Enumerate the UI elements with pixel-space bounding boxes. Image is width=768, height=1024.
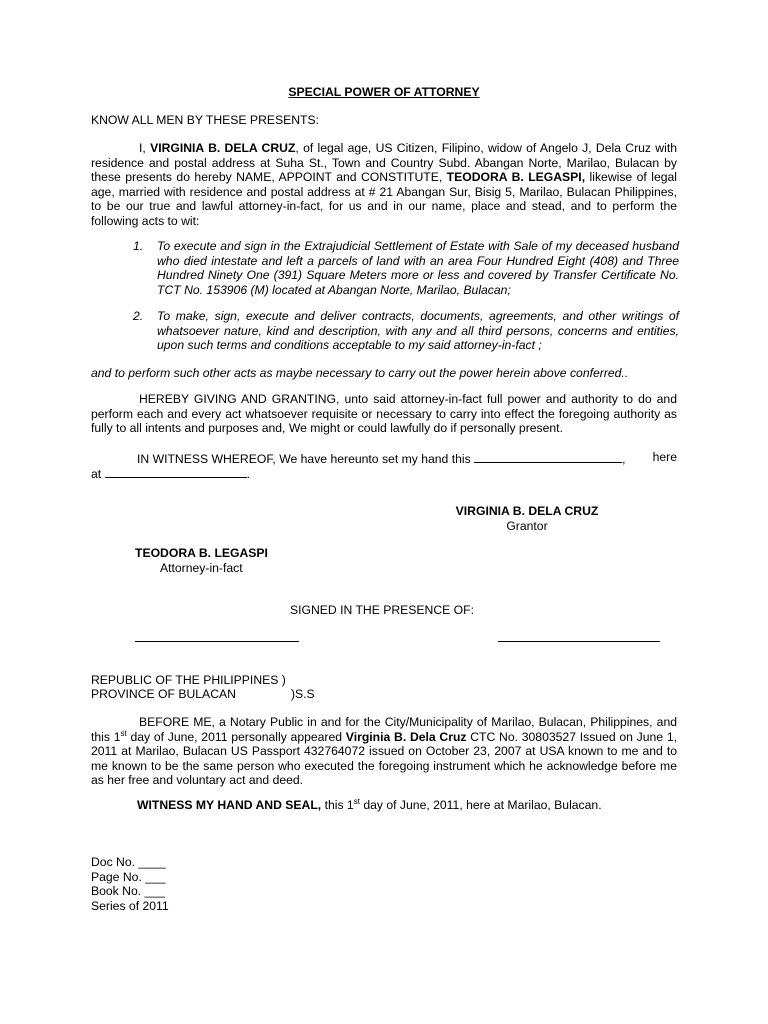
witness-hand-seal: WITNESS MY HAND AND SEAL, this 1st day of June, 2011, here at Marilao, Bulacan. [137, 796, 602, 812]
hereby-giving-paragraph: HEREBY GIVING AND GRANTING, unto said attorney-in-fact full power and authority to do and perform each and every act whatsoever requisite or necessary to carry into effect the foregoing authority as fully to all intents and purposes and, We might or could lawfully do if personally present. [91, 392, 677, 435]
notarial-register [91, 855, 169, 913]
book-no: Book No. ___ [91, 884, 165, 898]
other-acts-clause: and to perform such other acts as maybe necessary to carry out the power herein above conferred.. [91, 366, 629, 380]
attorney-signature-name: TEODORA B. LEGASPI [135, 546, 268, 560]
act-item-1 [133, 239, 679, 297]
appearing-party-name: Virginia B. Dela Cruz [345, 729, 467, 744]
witness-whereof-line2: at . [91, 467, 250, 481]
document-title: SPECIAL POWER OF ATTORNEY [288, 85, 480, 99]
signed-presence-heading: SIGNED IN THE PRESENCE OF: [290, 603, 474, 617]
page-no: Page No. ___ [91, 869, 166, 884]
series: Series of 2011 [91, 898, 169, 913]
place-blank[interactable] [105, 465, 247, 478]
republic-line: REPUBLIC OF THE PHILIPPINES ) [91, 673, 286, 687]
act-item-2 [133, 309, 679, 353]
doc-no: Doc No. ____ [91, 855, 166, 869]
witness-signature-line-2[interactable] [498, 629, 660, 642]
attorney-signature-block [135, 546, 268, 575]
act-text: To make, sign, execute and deliver contracts, documents, agreements, and other writings of whatsoever nature, kind and description, with any and all third persons, concerns and entities, upon such terms and conditions acceptable to my said attorney-in-fact ; [157, 309, 679, 352]
before-me-paragraph: BEFORE ME, a Notary Public in and for the City/Municipality of Marilao, Bulacan, Philippines, and this 1st day of June, 2011 personally appeared Virginia B. Dela Cruz CTC No. 30803527 Issued on June 1, 2011 at Marilao, Bulacan US Passport 432764072 issued on October 23, 2007 at USA known to me and to me known to be the same person who executed the foregoing instrument which he acknowledge before me as her free and voluntary act and deed. [91, 715, 677, 787]
attorney-role: Attorney-in-fact [160, 560, 243, 575]
salutation: KNOW ALL MEN BY THESE PRESENTS: [91, 113, 320, 127]
province-line: PROVINCE OF BULACAN )S.S [91, 687, 315, 701]
act-number: 2. [133, 309, 144, 323]
grantor-role: Grantor [506, 518, 548, 533]
attorney-name: TEODORA B. LEGASPI, [446, 170, 586, 184]
grantor-name: VIRGINIA B. DELA CRUZ [150, 141, 296, 155]
grantor-signature-name: VIRGINIA B. DELA CRUZ [455, 504, 599, 518]
act-text: To execute and sign in the Extrajudicial Settlement of Estate with Sale of my deceased husband who died intestate and left a parcels of land with an area Four Hundred Eight (408) and Three Hundred Ninety One (391) Square Meters more or less and covered by Transfer Certificate No. TCT No. 153906 (M) located at Abangan Norte, Marilao, Bulacan; [157, 239, 679, 297]
appointment-paragraph: I, VIRGINIA B. DELA CRUZ, of legal age, US Citizen, Filipino, widow of Angelo J, Dela Cruz with residence and postal address at Suha St., Town and Country Subd. Abangan Norte, Marilao, Bulacan by these presents do hereby NAME, APPOINT and CONSTITUTE, TEODORA B. LEGASPI, likewise of legal age, married with residence and postal address at # 21 Abangan Sur, Bisig 5, Marilao, Bulacan Philippines, to be our true and lawful attorney-in-fact, for us and in our name, place and stead, and to perform the following acts to wit: [91, 141, 677, 228]
grantor-signature-block [447, 504, 607, 533]
witness-signature-line-1[interactable] [135, 629, 299, 642]
act-number: 1. [133, 239, 144, 253]
witness-whereof-line1: IN WITNESS WHEREOF, We have hereunto set my hand this , here [137, 450, 677, 466]
date-blank[interactable] [474, 450, 622, 463]
